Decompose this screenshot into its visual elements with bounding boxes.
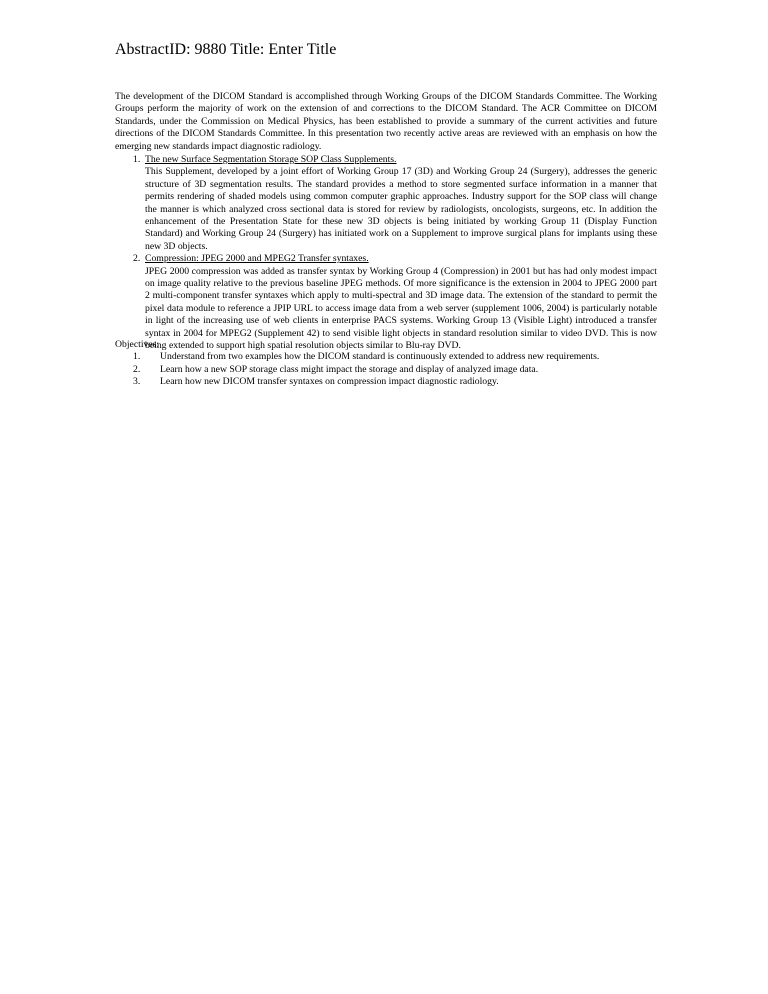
- objective-number: 2.: [133, 363, 141, 375]
- objectives-label: Objectives:: [115, 339, 160, 350]
- objective-number: 3.: [133, 375, 141, 387]
- objective-text: Understand from two examples how the DICOM standard is continuously extended to address new requirements.: [160, 351, 600, 363]
- page-title: AbstractID: 9880 Title: Enter Title: [115, 41, 337, 58]
- objective-item-2: [115, 364, 657, 376]
- topic-list: [133, 154, 657, 353]
- intro-paragraph: The development of the DICOM Standard is accomplished through Working Groups of the DICOM Standards Committee. The Working Groups perform the majority of work on the extension of and corrections to the DICOM Standard. The ACR Committee on DICOM Standards, under the Commission on Medical Physics, has been established to provide a summary of the current activities and future directions of the DICOM Standards Committee. In this presentation two recently active areas are reviewed with an emphasis on how the emerging new standards impact diagnostic radiology.: [115, 91, 657, 152]
- topic-item-2: [133, 253, 657, 352]
- objective-item-3: [115, 376, 657, 388]
- objectives-section: [115, 339, 657, 388]
- topic-item-1: [133, 154, 657, 253]
- topic-heading: Compression: JPEG 2000 and MPEG2 Transfer syntaxes.: [145, 253, 369, 265]
- topic-body: JPEG 2000 compression was added as transfer syntax by Working Group 4 (Compression) in 2001 but has had only modest impact on image quality relative to the previous baseline JPEG methods. Of more significance is the extension in 2004 to JPEG 2000 part 2 multi-component transfer syntaxes which apply to multi-spectral and 3D image data. The extension of the standard to permit the pixel data module to reference a JPIP URL to access image data from a web server (supplement 1006, 2004) is particularly notable in light of the increasing use of web clients in enterprise PACS systems. Working Group 13 (Visible Light) introduced a transfer syntax in 2004 for MPEG2 (Supplement 42) to send visible light objects in standard resolution similar to video DVD. This is now being extended to support high spatial resolution objects similar to Blu-ray DVD.: [145, 265, 657, 352]
- topic-number: 2.: [133, 253, 141, 265]
- topic-number: 1.: [133, 154, 141, 165]
- objective-number: 1.: [133, 351, 141, 363]
- objective-item-1: [115, 351, 657, 363]
- topic-heading: The new Surface Segmentation Storage SOP Class Supplements.: [145, 154, 397, 165]
- objective-text: Learn how a new SOP storage class might impact the storage and display of analyzed image data.: [160, 363, 539, 375]
- topic-body: This Supplement, developed by a joint effort of Working Group 17 (3D) and Working Group 24 (Surgery), addresses the generic structure of 3D segmentation results. The standard provides a method to store segmented surface information in a manner that permits rendering of shaded models using common computer graphic approaches. Industry support for the SOP class will change the manner is which analyzed cross sectional data is stored for review by radiologists, oncologists, surgeons, etc. In addition the enhancement of the Presentation State for these new 3D objects is being initiated by working Group 11 (Display Function Standard) and Working Group 24 (Surgery) has initiated work on a Supplement to improve surgical plans for implants using these new 3D objects.: [145, 166, 657, 252]
- objective-text: Learn how new DICOM transfer syntaxes on compression impact diagnostic radiology.: [160, 375, 499, 387]
